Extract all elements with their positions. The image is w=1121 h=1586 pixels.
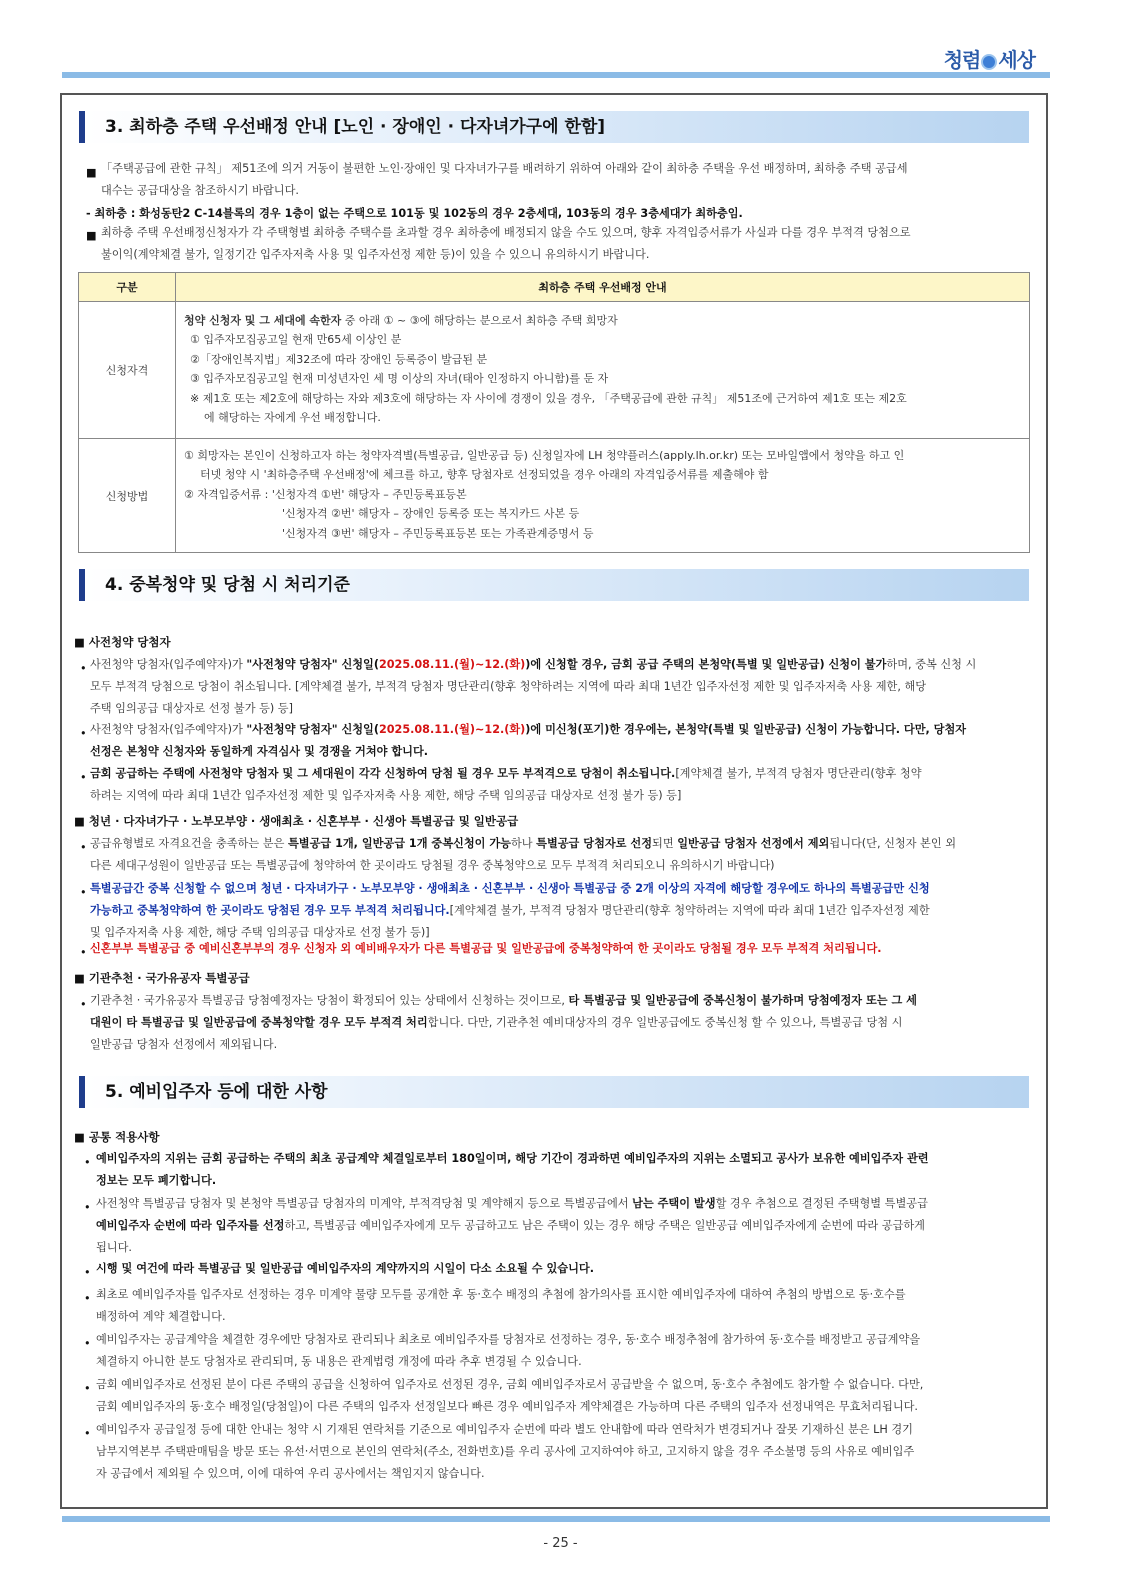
eligibility-content: 청약 신청자 및 그 세대에 속한자 중 아래 ① ~ ③에 해당하는 분으로서 최하층 주택 희망자 ① 입주자모집공고일 현재 만65세 이상인 분 ②「장애인복지법」제32조에 따라 장애인 등록증이 발급된 분 ③ 입주자모집공고일 현재 미성년자인 세 명 이상의 자녀(태아 인정하지 아니함)를 둔 자 ※ 제1호 또는 제2호에 해당하는 자와 제3호에 해당하는 자 사이에 경쟁이 있을 경우, 「주택공급에 관한 규칙」 제51조에 근거하여 제1호 또는 제2호 에 해당하는 자에게 우선 배정합니다.	[176, 302, 1030, 439]
s5-item6: 금회 예비입주자로 선정된 분이 다른 주택의 공급을 신청하여 입주자로 선정된 경우, 금회 예비입주자로서 공급받을 수 없으며, 동·호수 추첨에도 참가할 수 없습니다. 다만, 금회 예비입주자의 동·호수 배정일(당첨일)이 다른 주택의 입주자 선정일보다 빠른 경우 예비입주자 계약체결은 가능하며 다른 주택의 입주자 선정내역은 무효처리됩니다.	[96, 1378, 924, 1413]
dot-bullet: •	[80, 771, 87, 784]
dot-bullet: •	[84, 1337, 91, 1350]
dot-bullet: •	[80, 662, 87, 675]
row-label-method: 신청방법	[79, 439, 176, 553]
dot-bullet: •	[80, 886, 87, 899]
priority-table	[78, 272, 1030, 553]
section5-title: 5. 예비입주자 등에 대한 사항	[79, 1076, 1029, 1108]
eligibility-item: ③ 입주자모집공고일 현재 미성년자인 세 명 이상의 자녀(태아 인정하지 아니함)를 둔 자	[190, 372, 609, 385]
s5-item3: 시행 및 여건에 따라 특별공급 및 일반공급 예비입주자의 계약까지의 시일이 다소 소요될 수 있습니다.	[96, 1262, 594, 1275]
s4-item6: 신혼부부 특별공급 중 예비신혼부부의 경우 신청자 외 예비배우자가 다른 특별공급 및 일반공급에 중복청약하여 한 곳이라도 당첨될 경우 모두 부적격 처리됩니다.	[90, 942, 882, 955]
dot-bullet: •	[84, 1266, 91, 1279]
table-header-info: 최하층 주택 우선배정 안내	[176, 273, 1030, 302]
bottom-rule	[62, 1516, 1050, 1522]
s5-item5: 예비입주자는 공급계약을 체결한 경우에만 당첨자로 관리되나 최초로 예비입주자를 당첨자로 선정하는 경우, 동·호수 배정추첨에 참가하여 동·호수를 배정받고 공급계약을 체결하지 아니한 분도 당첨자로 관리되며, 동 내용은 관계법령 개정에 따라 추후 변경될 수 있습니다.	[96, 1333, 921, 1368]
s5-item1: 예비입주자의 지위는 금회 공급하는 주택의 최초 공급계약 체결일로부터 180일이며, 해당 기간이 경과하면 예비입주자의 지위는 소멸되고 공사가 보유한 예비입주자 관련 정보는 모두 폐기합니다.	[96, 1152, 929, 1187]
dot-bullet: •	[84, 1292, 91, 1305]
section3-title: 3. 최하층 주택 우선배정 안내 [노인 · 장애인 · 다자녀가구에 한함]	[79, 111, 1029, 143]
dot-bullet: •	[80, 841, 87, 854]
table-header-category: 구분	[79, 273, 176, 302]
dot-bullet: •	[84, 1427, 91, 1440]
dot-bullet: •	[80, 998, 87, 1011]
brand-logo: 청렴 세상	[943, 48, 1035, 72]
section4-title: 4. 중복청약 및 당첨 시 처리기준	[79, 569, 1029, 601]
s4-item3: 금회 공급하는 주택에 사전청약 당첨자 및 그 세대원이 각각 신청하여 당첨 될 경우 모두 부적격으로 당첨이 취소됩니다.[계약체결 불가, 부적격 당첨자 명단관리(향후 청약 하려는 지역에 따라 최대 1년간 입주자선정 제한 및 입주자저축 사용 제한, 해당 주택 임의공급 대상자로 선정 불가 등) 등]	[90, 767, 922, 802]
eligibility-item: ②「장애인복지법」제32조에 따라 장애인 등록증이 발급된 분	[190, 352, 488, 366]
logo-emblem-icon	[981, 54, 997, 70]
square-bullet-icon: ■	[86, 166, 97, 179]
page-number: - 25 -	[543, 1536, 578, 1551]
s4-item7: 기관추천 · 국가유공자 특별공급 당첨예정자는 당첨이 확정되어 있는 상태에서 신청하는 것이므로, 타 특별공급 및 일반공급에 중복신청이 불가하며 당첨예정자 또는 그 세 대원이 타 특별공급 및 일반공급에 중복청약할 경우 모두 부적격 처리합니다. 다만, 기관추천 예비대상자의 경우 일반공급에도 중복신청 할 수 있으나, 특별공급 당첨 시 일반공급 당첨자 선정에서 제외됩니다.	[90, 994, 917, 1051]
method-content: ① 희망자는 본인이 신청하고자 하는 청약자격별(특별공급, 일반공급 등) 신청일자에 LH 청약플러스(apply.lh.or.kr) 또는 모바일앱에서 청약을 하고 인 터넷 청약 시 '최하층주택 우선배정'에 체크를 하고, 향후 당첨자로 선정되었을 경우 아래의 자격입증서류를 제출해야 함 ② 자격입증서류 : '신청자격 ①번' 해당자 – 주민등록표등본 '신청자격 ②번' 해당자 – 장애인 등록증 또는 복지카드 사본 등 '신청자격 ③번' 해당자 – 주민등록표등본 또는 가족관계증명서 등	[176, 439, 1030, 553]
s4-item2: 사전청약 당첨자(입주예약자)가 "사전청약 당첨자" 신청일(2025.08.11.(월)~12.(화))에 미신청(포기)한 경우에는, 본청약(특별 및 일반공급) 신청이 가능합니다. 다만, 당첨자 선정은 본청약 신청자와 동일하게 자격심사 및 경쟁을 거쳐야 합니다.	[90, 723, 967, 758]
s5-item7: 예비입주자 공급일정 등에 대한 안내는 청약 시 기재된 연락처를 기준으로 예비입주자 순번에 따라 별도 안내함에 따라 연락처가 변경되거나 잘못 기재하신 분은 LH 경기 남부지역본부 주택판매팀을 방문 또는 유선·서면으로 본인의 연락처(주소, 전화번호)를 우리 공사에 고지하여야 하고, 고지하지 않을 경우 주소불명 등의 사유로 예비입주 자 공급에서 제외될 수 있으며, 이에 대하여 우리 공사에서는 책임지지 않습니다.	[96, 1423, 915, 1480]
top-rule	[62, 72, 1050, 78]
section3-note: - 최하층 : 화성동탄2 C-14블록의 경우 1층이 없는 주택으로 101동 및 102동의 경우 2층세대, 103동의 경우 3층세대가 최하층임.	[86, 207, 743, 220]
dot-bullet: •	[80, 946, 87, 959]
dot-bullet: •	[84, 1201, 91, 1214]
subheading-special-supply: ■ 청년 · 다자녀가구 · 노부모부양 · 생애최초 · 신혼부부 · 신생아 특별공급 및 일반공급	[74, 814, 519, 828]
dot-bullet: •	[80, 727, 87, 740]
s4-item1: 사전청약 당첨자(입주예약자)가 "사전청약 당첨자" 신청일(2025.08.11.(월)~12.(화))에 신청할 경우, 금회 공급 주택의 본청약(특별 및 일반공급) 신청이 불가하며, 중복 신청 시 모두 부적격 당첨으로 당첨이 취소됩니다. [계약체결 불가, 부적격 당첨자 명단관리(향후 청약하려는 지역에 따라 최대 1년간 입주자선정 제한 및 입주자저축 사용 제한, 해당 주택 임의공급 대상자로 선정 불가 등) 등]	[90, 658, 977, 715]
section3-para1: 「주택공급에 관한 규칙」 제51조에 의거 거동이 불편한 노인·장애인 및 다자녀가구를 배려하기 위하여 아래와 같이 최하층 주택을 우선 배정하며, 최하층 주택 공급세 대수는 공급대상을 참조하시기 바랍니다.	[101, 162, 908, 197]
s4-item5: 특별공급간 중복 신청할 수 없으며 청년 · 다자녀가구 · 노부모부양 · 생애최초 · 신혼부부 · 신생아 특별공급 중 2개 이상의 자격에 해당할 경우에도 하나의 특별공급만 신청 가능하고 중복청약하여 한 곳이라도 당첨된 경우 모두 부적격 처리됩니다.[계약체결 불가, 부적격 당첨자 명단관리(향후 청약하려는 지역에 따라 최대 1년간 입주자선정 제한 및 입주자저축 사용 제한, 해당 주택 임의공급 대상자로 선정 불가 등)]	[90, 882, 930, 939]
s4-item4: 공급유형별로 자격요건을 충족하는 분은 특별공급 1개, 일반공급 1개 중복신청이 가능하나 특별공급 당첨자로 선정되면 일반공급 당첨자 선정에서 제외됩니다(단, 신청자 본인 외 다른 세대구성원이 일반공급 또는 특별공급에 청약하여 한 곳이라도 당첨될 경우 중복청약으로 모두 부적격 처리되오니 유의하시기 바랍니다)	[90, 837, 957, 872]
dot-bullet: •	[84, 1156, 91, 1169]
square-bullet-icon: ■	[86, 229, 97, 242]
row-label-eligibility: 신청자격	[79, 302, 176, 439]
subheading-agency-recommendation: ■ 기관추천 · 국가유공자 특별공급	[74, 971, 250, 985]
subheading-pre-subscription: ■ 사전청약 당첨자	[74, 635, 171, 649]
section3-para2: 최하층 주택 우선배정신청자가 각 주택형별 최하층 주택수를 초과할 경우 최하층에 배정되지 않을 수도 있으며, 향후 자격입증서류가 사실과 다를 경우 부적격 당첨으로 불이익(계약체결 불가, 일정기간 입주자저축 사용 및 입주자선정 제한 등)이 있을 수 있으니 유의하시기 바랍니다.	[101, 226, 911, 261]
s5-item4: 최초로 예비입주자를 입주자로 선정하는 경우 미계약 물량 모두를 공개한 후 동·호수 배정의 추첨에 참가의사를 표시한 예비입주자에 대하여 추첨의 방법으로 동·호수를 배정하여 계약 체결합니다.	[96, 1288, 906, 1323]
s5-item2: 사전청약 특별공급 당첨자 및 본청약 특별공급 당첨자의 미계약, 부적격당첨 및 계약해지 등으로 특별공급에서 남는 주택이 발생할 경우 추첨으로 결정된 주택형별 특별공급 예비입주자 순번에 따라 입주자를 선정하고, 특별공급 예비입주자에게 모두 공급하고도 남은 주택이 있는 경우 해당 주택은 일반공급 예비입주자에게 순번에 따라 공급하게 됩니다.	[96, 1197, 928, 1254]
subheading-common: ■ 공통 적용사항	[74, 1130, 160, 1144]
eligibility-item: ① 입주자모집공고일 현재 만65세 이상인 분	[190, 333, 402, 346]
dot-bullet: •	[84, 1382, 91, 1395]
